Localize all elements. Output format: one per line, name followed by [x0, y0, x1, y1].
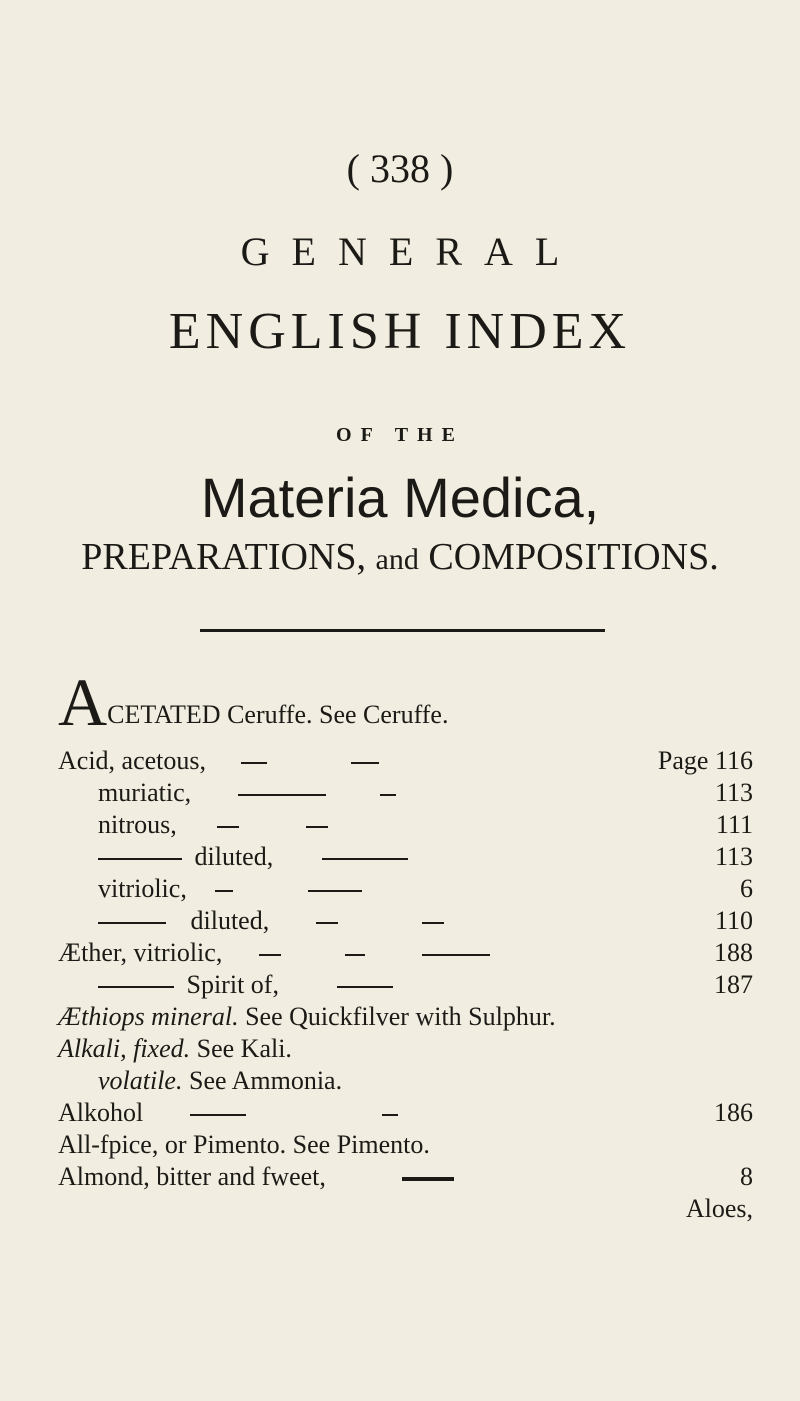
leader-dash [308, 890, 362, 892]
entry-page: 186 [714, 1098, 753, 1127]
index-entry [58, 810, 758, 842]
index-entry [58, 746, 758, 778]
entry-text: Spirit of, [186, 970, 279, 999]
title-preparations [0, 535, 800, 579]
index-entry [58, 664, 758, 746]
entry-text: See Quickfilver with Sulphur. [245, 1002, 556, 1031]
entry-page: 188 [714, 938, 753, 967]
entry-text: diluted, [190, 906, 270, 935]
index-entry [58, 778, 758, 810]
leader-dash [215, 890, 233, 892]
leader-dash [322, 858, 408, 860]
leader-dash [259, 954, 281, 956]
index-entry [58, 1130, 758, 1162]
entry-text: nitrous, [98, 810, 177, 839]
leader-dash [238, 794, 326, 796]
index-entry [58, 842, 758, 874]
index-entries [58, 664, 758, 1226]
entry-text: CETATED Ceruffe. See Ceruffe. [107, 700, 449, 729]
leader-dash [98, 986, 174, 988]
entry-text: See Kali. [196, 1034, 292, 1063]
title-of-the: OF THE [336, 424, 464, 446]
entry-term: Alkali, fixed. [58, 1034, 191, 1063]
leader-dash [422, 954, 490, 956]
entry-page: 8 [740, 1162, 753, 1191]
leader-dash [217, 826, 239, 828]
title-general: GENERAL [240, 229, 582, 274]
title-materia-medica: Materia Medica, [200, 466, 600, 529]
catchword-line [58, 1194, 758, 1226]
entry-page: 110 [714, 906, 753, 935]
drop-cap: A [58, 664, 108, 740]
leader-dash [402, 1177, 454, 1181]
section-divider [200, 629, 605, 632]
leader-dash [306, 826, 328, 828]
title-compositions-word: COMPOSITIONS. [428, 536, 719, 578]
entry-page: 187 [714, 970, 753, 999]
leader-dash [98, 858, 182, 860]
leader-dash [337, 986, 393, 988]
entry-text: See Ammonia. [188, 1066, 343, 1095]
entry-text: Æther, vitriolic, [58, 938, 223, 967]
index-entry [58, 970, 758, 1002]
entry-text: vitriolic, [98, 874, 187, 903]
entry-page: Page 116 [657, 746, 753, 775]
entry-page: 6 [740, 874, 753, 903]
entry-term: volatile. [98, 1066, 183, 1095]
index-entry [58, 938, 758, 970]
index-entry [58, 874, 758, 906]
title-preparations-word: PREPARATIONS, [81, 536, 367, 578]
index-entry [58, 906, 758, 938]
leader-dash [316, 922, 338, 924]
leader-dash [241, 762, 267, 764]
title-english-index: ENGLISH INDEX [168, 303, 632, 360]
index-entry [58, 1034, 758, 1066]
index-entry [58, 1066, 758, 1098]
leader-dash [190, 1114, 246, 1116]
entry-text: diluted, [194, 842, 274, 871]
entry-text: Alkohol [58, 1098, 144, 1127]
leader-dash [351, 762, 379, 764]
index-entry [58, 1162, 758, 1194]
catchword: Aloes, [685, 1194, 753, 1223]
entry-text: Almond, bitter and fweet, [58, 1162, 326, 1191]
leader-dash [98, 922, 166, 924]
index-entry [58, 1098, 758, 1130]
entry-term: Æthiops mineral. [58, 1002, 239, 1031]
page-number: ( 338 ) [346, 146, 454, 191]
leader-dash [382, 1114, 398, 1116]
entry-page: 113 [714, 842, 753, 871]
title-and-word: and [375, 543, 419, 576]
entry-page: 111 [715, 810, 753, 839]
leader-dash [345, 954, 365, 956]
leader-dash [422, 922, 444, 924]
entry-text: Acid, acetous, [58, 746, 207, 775]
leader-dash [380, 794, 396, 796]
entry-text: muriatic, [98, 778, 192, 807]
entry-page: 113 [714, 778, 753, 807]
entry-text: All-fpice, or Pimento. See Pimento. [58, 1130, 430, 1159]
index-entry [58, 1002, 758, 1034]
